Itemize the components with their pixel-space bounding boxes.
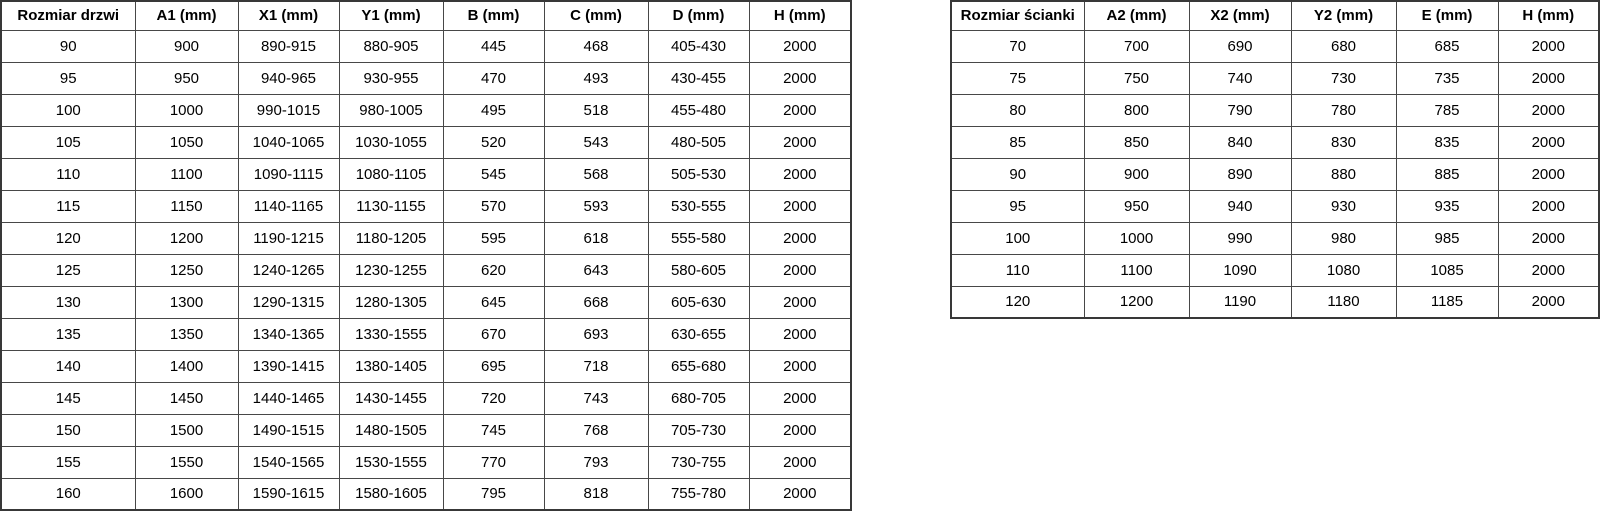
table-row	[951, 94, 1599, 126]
table-row	[1, 158, 851, 190]
table-cell: 1130-1155	[339, 190, 443, 222]
table-cell: 568	[544, 158, 648, 190]
table-cell: 730	[1291, 62, 1396, 94]
table-cell: 2000	[1498, 222, 1599, 254]
wall-dimensions-table	[950, 0, 1600, 319]
table-cell: 2000	[1498, 94, 1599, 126]
table-cell: 1000	[135, 94, 238, 126]
table-cell: 1440-1465	[238, 382, 339, 414]
table-cell: 105	[1, 126, 135, 158]
table-cell: 818	[544, 478, 648, 510]
table-cell: 1185	[1396, 286, 1498, 318]
table-cell: 950	[1084, 190, 1189, 222]
table-row	[951, 158, 1599, 190]
table-cell: 2000	[749, 478, 851, 510]
table-cell: 693	[544, 318, 648, 350]
table-row	[1, 94, 851, 126]
table-cell: 980-1005	[339, 94, 443, 126]
table-cell: 880	[1291, 158, 1396, 190]
table-cell: 2000	[749, 190, 851, 222]
table-cell: 480-505	[648, 126, 749, 158]
table-cell: 620	[443, 254, 544, 286]
table-cell: 930-955	[339, 62, 443, 94]
table-cell: 110	[1, 158, 135, 190]
table-cell: 2000	[749, 62, 851, 94]
table-cell: 1600	[135, 478, 238, 510]
table-cell: 2000	[1498, 158, 1599, 190]
table-cell: 1150	[135, 190, 238, 222]
table-cell: 2000	[749, 286, 851, 318]
table-cell: 493	[544, 62, 648, 94]
table-cell: 90	[951, 158, 1084, 190]
table-cell: 1140-1165	[238, 190, 339, 222]
table-cell: 1350	[135, 318, 238, 350]
table-cell: 2000	[749, 318, 851, 350]
table-cell: 570	[443, 190, 544, 222]
table-row	[951, 286, 1599, 318]
table-cell: 1490-1515	[238, 414, 339, 446]
table-cell: 2000	[1498, 126, 1599, 158]
table-cell: 2000	[1498, 62, 1599, 94]
table-cell: 750	[1084, 62, 1189, 94]
table-cell: 1030-1055	[339, 126, 443, 158]
table-cell: 2000	[749, 350, 851, 382]
table-cell: 1300	[135, 286, 238, 318]
table-cell: 1090-1115	[238, 158, 339, 190]
table-cell: 2000	[749, 158, 851, 190]
table-row	[951, 222, 1599, 254]
table-cell: 1040-1065	[238, 126, 339, 158]
table-cell: 125	[1, 254, 135, 286]
table-cell: 1080	[1291, 254, 1396, 286]
header-cell: C (mm)	[544, 1, 648, 30]
table-cell: 1180-1205	[339, 222, 443, 254]
header-row	[1, 1, 851, 30]
table-cell: 1580-1605	[339, 478, 443, 510]
header-cell: Y2 (mm)	[1291, 1, 1396, 30]
table-cell: 1240-1265	[238, 254, 339, 286]
table-row	[1, 30, 851, 62]
table-cell: 780	[1291, 94, 1396, 126]
table-cell: 468	[544, 30, 648, 62]
table-cell: 1500	[135, 414, 238, 446]
table-cell: 900	[1084, 158, 1189, 190]
table-cell: 680-705	[648, 382, 749, 414]
table-row	[1, 190, 851, 222]
table-cell: 90	[1, 30, 135, 62]
table-cell: 935	[1396, 190, 1498, 222]
table-cell: 680	[1291, 30, 1396, 62]
table-cell: 880-905	[339, 30, 443, 62]
table-cell: 85	[951, 126, 1084, 158]
table-cell: 830	[1291, 126, 1396, 158]
table-cell: 890-915	[238, 30, 339, 62]
table-cell: 770	[443, 446, 544, 478]
table-cell: 840	[1189, 126, 1291, 158]
table-cell: 745	[443, 414, 544, 446]
table-cell: 685	[1396, 30, 1498, 62]
table-cell: 1190-1215	[238, 222, 339, 254]
table-cell: 740	[1189, 62, 1291, 94]
table-cell: 735	[1396, 62, 1498, 94]
table-cell: 950	[135, 62, 238, 94]
table-cell: 800	[1084, 94, 1189, 126]
table-cell: 1085	[1396, 254, 1498, 286]
table-cell: 135	[1, 318, 135, 350]
table-cell: 1530-1555	[339, 446, 443, 478]
table-cell: 2000	[1498, 190, 1599, 222]
table-cell: 768	[544, 414, 648, 446]
table-row	[1, 286, 851, 318]
table-cell: 1290-1315	[238, 286, 339, 318]
header-cell: X1 (mm)	[238, 1, 339, 30]
table-cell: 643	[544, 254, 648, 286]
table-cell: 160	[1, 478, 135, 510]
table-cell: 155	[1, 446, 135, 478]
table-cell: 618	[544, 222, 648, 254]
table-cell: 2000	[749, 222, 851, 254]
table-cell: 430-455	[648, 62, 749, 94]
table-cell: 700	[1084, 30, 1189, 62]
table-cell: 1340-1365	[238, 318, 339, 350]
table-cell: 595	[443, 222, 544, 254]
table-cell: 645	[443, 286, 544, 318]
table-cell: 530-555	[648, 190, 749, 222]
table-cell: 150	[1, 414, 135, 446]
table-cell: 940-965	[238, 62, 339, 94]
header-cell: Rozmiar ścianki	[951, 1, 1084, 30]
table-cell: 793	[544, 446, 648, 478]
table-cell: 890	[1189, 158, 1291, 190]
table-cell: 470	[443, 62, 544, 94]
table-cell: 690	[1189, 30, 1291, 62]
table-cell: 80	[951, 94, 1084, 126]
table-cell: 785	[1396, 94, 1498, 126]
table-cell: 1380-1405	[339, 350, 443, 382]
table-cell: 1390-1415	[238, 350, 339, 382]
header-cell: H (mm)	[1498, 1, 1599, 30]
table-cell: 2000	[749, 382, 851, 414]
table-cell: 1100	[135, 158, 238, 190]
table-cell: 145	[1, 382, 135, 414]
table-cell: 930	[1291, 190, 1396, 222]
table-row	[1, 318, 851, 350]
table-row	[951, 254, 1599, 286]
table-cell: 100	[1, 94, 135, 126]
table-cell: 115	[1, 190, 135, 222]
table-cell: 1330-1555	[339, 318, 443, 350]
table-cell: 2000	[749, 414, 851, 446]
table-cell: 1250	[135, 254, 238, 286]
table-cell: 670	[443, 318, 544, 350]
table-cell: 70	[951, 30, 1084, 62]
table-row	[951, 30, 1599, 62]
table-cell: 2000	[1498, 254, 1599, 286]
table-cell: 1180	[1291, 286, 1396, 318]
table-row	[1, 382, 851, 414]
table-cell: 545	[443, 158, 544, 190]
table-cell: 900	[135, 30, 238, 62]
table-cell: 445	[443, 30, 544, 62]
table-cell: 2000	[1498, 286, 1599, 318]
table-cell: 75	[951, 62, 1084, 94]
table-cell: 730-755	[648, 446, 749, 478]
table-cell: 720	[443, 382, 544, 414]
table-cell: 1400	[135, 350, 238, 382]
table-cell: 605-630	[648, 286, 749, 318]
table-cell: 2000	[749, 446, 851, 478]
table-cell: 1230-1255	[339, 254, 443, 286]
table-row	[951, 62, 1599, 94]
table-cell: 2000	[749, 126, 851, 158]
table-cell: 655-680	[648, 350, 749, 382]
header-cell: H (mm)	[749, 1, 851, 30]
table-cell: 580-605	[648, 254, 749, 286]
table-cell: 743	[544, 382, 648, 414]
table-cell: 990-1015	[238, 94, 339, 126]
table-cell: 2000	[749, 254, 851, 286]
table-cell: 140	[1, 350, 135, 382]
table-row	[951, 126, 1599, 158]
table-cell: 695	[443, 350, 544, 382]
table-cell: 120	[1, 222, 135, 254]
table-cell: 790	[1189, 94, 1291, 126]
table-cell: 593	[544, 190, 648, 222]
table-cell: 940	[1189, 190, 1291, 222]
table-cell: 1550	[135, 446, 238, 478]
table-cell: 2000	[749, 30, 851, 62]
table-row	[1, 478, 851, 510]
table-cell: 120	[951, 286, 1084, 318]
table-cell: 405-430	[648, 30, 749, 62]
header-cell: B (mm)	[443, 1, 544, 30]
table-cell: 1200	[135, 222, 238, 254]
header-cell: Rozmiar drzwi	[1, 1, 135, 30]
table-cell: 543	[544, 126, 648, 158]
table-row	[1, 222, 851, 254]
table-cell: 100	[951, 222, 1084, 254]
table-cell: 110	[951, 254, 1084, 286]
header-cell: D (mm)	[648, 1, 749, 30]
table-cell: 2000	[1498, 30, 1599, 62]
table-row	[951, 190, 1599, 222]
header-cell: E (mm)	[1396, 1, 1498, 30]
table-cell: 1590-1615	[238, 478, 339, 510]
table-cell: 1280-1305	[339, 286, 443, 318]
table-row	[1, 62, 851, 94]
table-row	[1, 126, 851, 158]
table-cell: 455-480	[648, 94, 749, 126]
table-cell: 1080-1105	[339, 158, 443, 190]
table-cell: 495	[443, 94, 544, 126]
table-cell: 1190	[1189, 286, 1291, 318]
table-cell: 985	[1396, 222, 1498, 254]
table-cell: 1540-1565	[238, 446, 339, 478]
table-cell: 130	[1, 286, 135, 318]
header-row	[951, 1, 1599, 30]
table-cell: 885	[1396, 158, 1498, 190]
table-cell: 990	[1189, 222, 1291, 254]
table-cell: 795	[443, 478, 544, 510]
table-cell: 2000	[749, 94, 851, 126]
table-cell: 518	[544, 94, 648, 126]
table-cell: 630-655	[648, 318, 749, 350]
table-cell: 668	[544, 286, 648, 318]
table-cell: 1480-1505	[339, 414, 443, 446]
table-cell: 980	[1291, 222, 1396, 254]
header-cell: A2 (mm)	[1084, 1, 1189, 30]
table-row	[1, 254, 851, 286]
table-cell: 755-780	[648, 478, 749, 510]
table-row	[1, 446, 851, 478]
table-cell: 505-530	[648, 158, 749, 190]
header-cell: Y1 (mm)	[339, 1, 443, 30]
table-cell: 95	[1, 62, 135, 94]
table-cell: 835	[1396, 126, 1498, 158]
table-cell: 1430-1455	[339, 382, 443, 414]
table-cell: 1450	[135, 382, 238, 414]
table-cell: 1100	[1084, 254, 1189, 286]
table-cell: 555-580	[648, 222, 749, 254]
table-cell: 95	[951, 190, 1084, 222]
table-cell: 1050	[135, 126, 238, 158]
table-cell: 718	[544, 350, 648, 382]
header-cell: X2 (mm)	[1189, 1, 1291, 30]
table-row	[1, 350, 851, 382]
table-cell: 520	[443, 126, 544, 158]
table-cell: 1200	[1084, 286, 1189, 318]
table-cell: 1090	[1189, 254, 1291, 286]
table-cell: 705-730	[648, 414, 749, 446]
header-cell: A1 (mm)	[135, 1, 238, 30]
table-cell: 850	[1084, 126, 1189, 158]
table-cell: 1000	[1084, 222, 1189, 254]
table-row	[1, 414, 851, 446]
